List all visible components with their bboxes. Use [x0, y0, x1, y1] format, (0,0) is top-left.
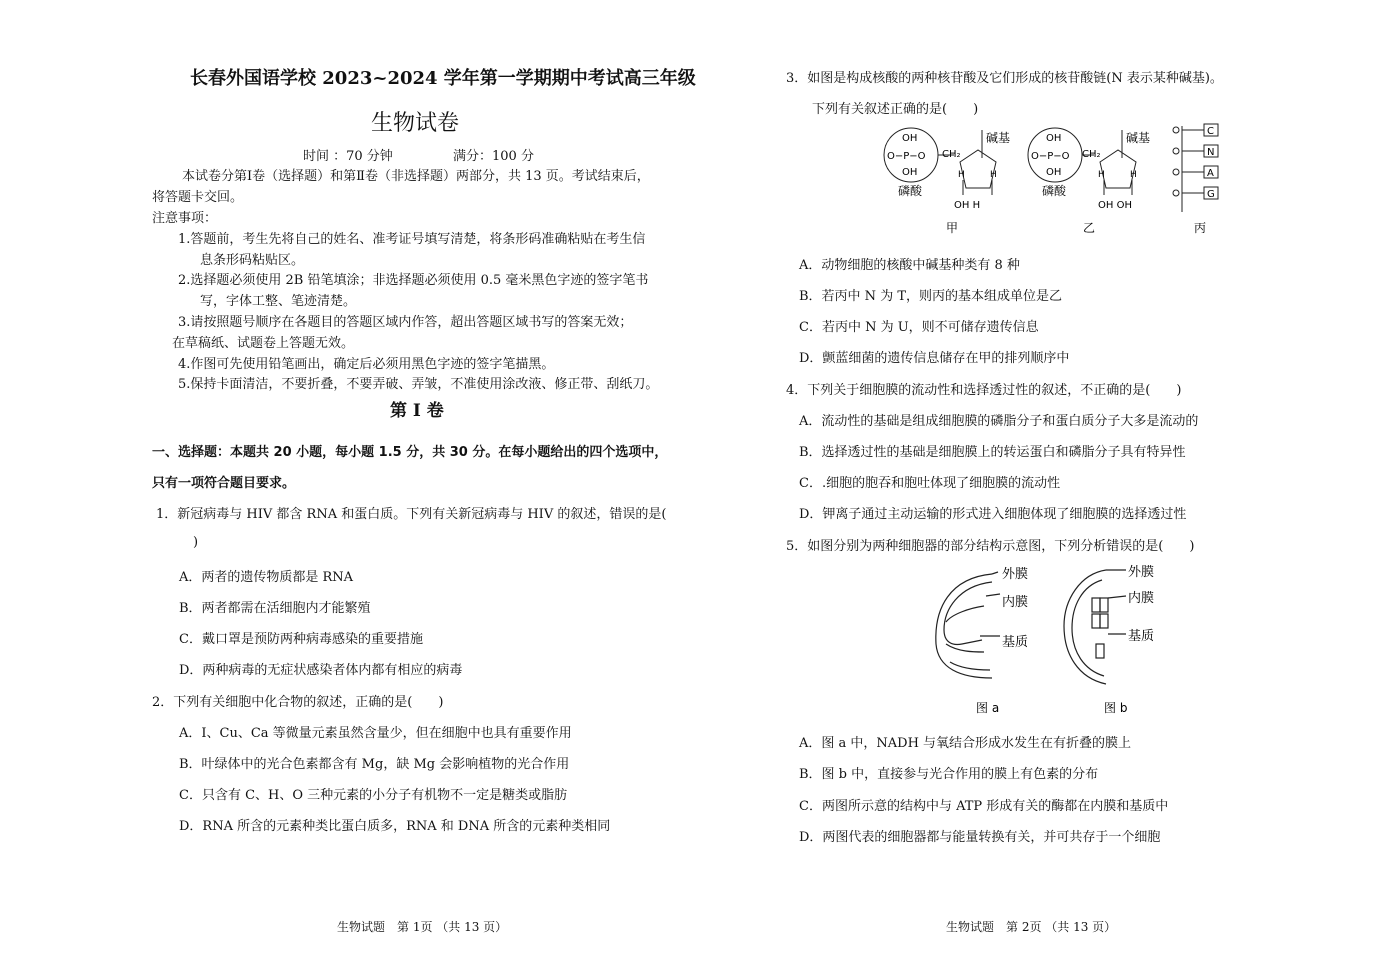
label-jia: 甲 [946, 221, 959, 235]
question-5-option-d[interactable]: D．两图代表的细胞器都与能量转换有关，并可共存于一个细胞 [799, 830, 1161, 845]
phospho-label: O−P−O [887, 151, 926, 162]
page-1-footer: 生物试题 第 1页 （共 13 页） [337, 920, 508, 934]
question-1-stem: 1．新冠病毒与 HIV 都含 RNA 和蛋白质。下列有关新冠病毒与 HIV 的叙述，错误的是( [156, 507, 667, 522]
h-label: H [1130, 170, 1137, 180]
nucleotide-figure [878, 120, 1228, 240]
page-2-footer: 生物试题 第 2页 （共 13 页） [946, 920, 1117, 934]
score-label: 满分：100 分 [453, 149, 534, 164]
note-item: 2.选择题必须使用 2B 铅笔填涂；非选择题必须使用 0.5 毫米黑色字迹的签字笔书 [178, 273, 649, 288]
chain-base-n: N [1207, 147, 1215, 158]
question-1-stem-cont: ) [193, 535, 199, 550]
organelle-figure [930, 560, 1170, 720]
question-3-option-b[interactable]: B．若丙中 N 为 T，则丙的基本组成单位是乙 [799, 289, 1062, 304]
question-4-option-d[interactable]: D．钾离子通过主动运输的形式进入细胞体现了细胞膜的选择透过性 [799, 507, 1187, 522]
oh-oh-label: OH OH [1098, 200, 1132, 211]
ch2-label: CH₂ [1082, 149, 1101, 160]
intro-text: 本试卷分第Ⅰ卷（选择题）和第Ⅱ卷（非选择题）两部分，共 13 页。考试结束后， [182, 169, 650, 184]
question-2-stem: 2．下列有关细胞中化合物的叙述，正确的是( ) [152, 695, 444, 710]
matrix-label-b: 基质 [1128, 629, 1155, 644]
oh-label: OH [902, 167, 918, 178]
note-item: 5.保持卡面清洁，不要折叠，不要弄破、弄皱，不准使用涂改液、修正带、刮纸刀。 [178, 377, 659, 392]
question-1-option-a[interactable]: A．两者的遗传物质都是 RNA [179, 570, 354, 585]
section-title: 第 I 卷 [390, 401, 444, 421]
question-2-option-c[interactable]: C．只含有 C、H、O 三种元素的小分子有机物不一定是糖类或脂肪 [179, 788, 568, 803]
question-4-option-c[interactable]: C．.细胞的胞吞和胞吐体现了细胞膜的流动性 [799, 476, 1061, 491]
ch2-label: CH₂ [942, 149, 961, 160]
base-label: 碱基 [986, 131, 1011, 145]
note-item: 3.请按照题号顺序在各题目的答题区域内作答，超出答题区域书写的答案无效； [178, 315, 633, 330]
inner-membrane-label-b: 内膜 [1128, 591, 1155, 606]
notes-heading: 注意事项： [152, 211, 218, 226]
chain-base-g: G [1207, 189, 1215, 200]
phospho-label: O−P−O [1031, 151, 1070, 162]
question-3-stem: 3．如图是构成核酸的两种核苷酸及它们形成的核苷酸链(N 表示某种碱基)。 [786, 71, 1223, 86]
figure-b-label: 图 b [1104, 701, 1128, 715]
oh-h-label: OH H [954, 200, 981, 211]
chain-base-c: C [1207, 126, 1214, 137]
outer-membrane-label-b: 外膜 [1128, 565, 1155, 580]
h-label: H [1098, 170, 1105, 180]
subject-title: 生物试卷 [371, 111, 460, 136]
question-2-option-d[interactable]: D．RNA 所含的元素种类比蛋白质多，RNA 和 DNA 所含的元素种类相同 [179, 819, 611, 834]
question-1-option-d[interactable]: D．两种病毒的无症状感染者体内都有相应的病毒 [179, 663, 463, 678]
h-label: H [990, 170, 997, 180]
question-2-option-b[interactable]: B．叶绿体中的光合色素都含有 Mg，缺 Mg 会影响植物的光合作用 [179, 757, 570, 772]
figure-a-label: 图 a [976, 701, 1000, 715]
intro-text-cont: 将答题卡交回。 [152, 190, 244, 205]
question-1-option-b[interactable]: B．两者都需在活细胞内才能繁殖 [179, 601, 371, 616]
school-title: 长春外国语学校 2023~2024 学年第一学期期中考试高三年级 [190, 68, 696, 89]
oh-label: OH [1046, 167, 1062, 178]
phosphate-label: 磷酸 [898, 184, 923, 198]
question-4-option-a[interactable]: A．流动性的基础是组成细胞膜的磷脂分子和蛋白质分子大多是流动的 [799, 414, 1199, 429]
question-3-option-a[interactable]: A．动物细胞的核酸中碱基种类有 8 种 [799, 258, 1020, 273]
question-5-stem: 5．如图分别为两种细胞器的部分结构示意图，下列分析错误的是( ) [786, 539, 1195, 554]
question-1-option-c[interactable]: C．戴口罩是预防两种病毒感染的重要措施 [179, 632, 423, 647]
question-4-option-b[interactable]: B．选择透过性的基础是细胞膜上的转运蛋白和磷脂分子具有特异性 [799, 445, 1186, 460]
question-4-stem: 4．下列关于细胞膜的流动性和选择透过性的叙述，不正确的是( ) [786, 383, 1182, 398]
base-label: 碱基 [1126, 131, 1151, 145]
note-item: 1.答题前，考生先将自己的姓名、准考证号填写清楚，将条形码准确粘贴在考生信 [178, 232, 646, 247]
h-label: H [958, 170, 965, 180]
question-3-option-c[interactable]: C．若丙中 N 为 U，则不可储存遗传信息 [799, 320, 1039, 335]
outer-membrane-label-a: 外膜 [1002, 567, 1029, 582]
note-item-cont: 息条形码粘贴区。 [200, 253, 305, 268]
question-5-option-a[interactable]: A．图 a 中，NADH 与氧结合形成水发生在有折叠的膜上 [799, 736, 1132, 751]
label-bing: 丙 [1194, 221, 1207, 235]
phosphate-label: 磷酸 [1042, 184, 1067, 198]
question-3-stem-cont: 下列有关叙述正确的是( ) [812, 102, 979, 117]
chain-base-a: A [1207, 168, 1214, 179]
oh-label: OH [1046, 133, 1062, 144]
time-label: 时间 ：70 分钟 [303, 149, 393, 164]
note-item-cont: 写，字体工整、笔迹清楚。 [200, 294, 357, 309]
question-5-option-b[interactable]: B．图 b 中，直接参与光合作用的膜上有色素的分布 [799, 767, 1099, 782]
note-item: 4.作图可先使用铅笔画出，确定后必须用黑色字迹的签字笔描黑。 [178, 357, 555, 372]
matrix-label-a: 基质 [1002, 635, 1029, 650]
note-item-cont: 在草稿纸、试题卷上答题无效。 [172, 336, 355, 351]
section-description: 一、选择题：本题共 20 小题，每小题 1.5 分，共 30 分。在每小题给出的四个选项中， [152, 445, 668, 460]
inner-membrane-label-a: 内膜 [1002, 595, 1029, 610]
label-yi: 乙 [1083, 221, 1096, 235]
section-description-cont: 只有一项符合题目要求。 [152, 476, 296, 491]
question-3-option-d[interactable]: D．颤蓝细菌的遗传信息储存在甲的排列顺序中 [799, 351, 1070, 366]
question-5-option-c[interactable]: C．两图所示意的结构中与 ATP 形成有关的酶都在内膜和基质中 [799, 799, 1169, 814]
oh-label: OH [902, 133, 918, 144]
question-2-option-a[interactable]: A．I、Cu、Ca 等微量元素虽然含量少，但在细胞中也具有重要作用 [179, 726, 572, 741]
